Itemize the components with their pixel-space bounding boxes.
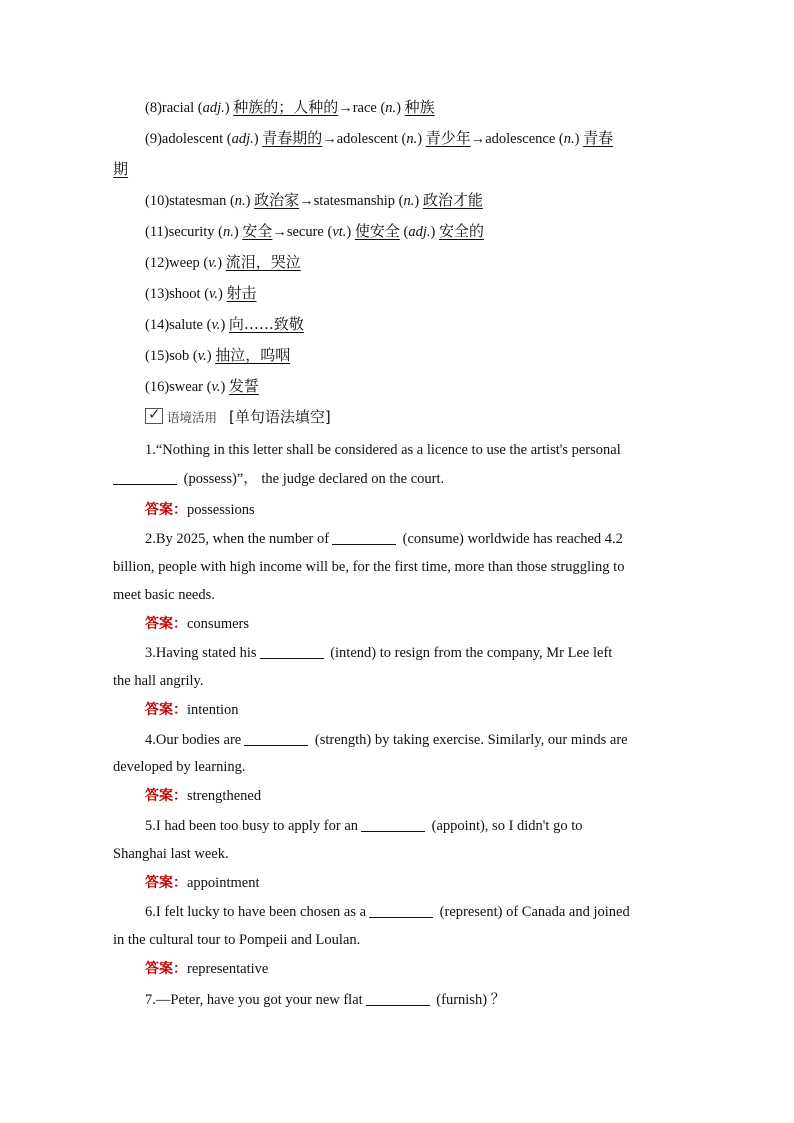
vocab-item-10: (10)statesman (n.) 政治家→statesmanship (n.) 政治才能 xyxy=(145,191,483,209)
section-title: [单句语法填空] xyxy=(229,408,331,426)
fill-blank xyxy=(361,817,425,832)
section-header xyxy=(145,407,331,428)
answer-underline: 使安全 xyxy=(354,222,400,240)
section-tag: 语境活用 xyxy=(167,410,218,425)
question-6-line-1: 6.I felt lucky to have been chosen as a (represent) of Canada and joined xyxy=(145,904,630,920)
question-1-line-1: 1.“Nothing in this letter shall be considered as a licence to use the artist's personal xyxy=(145,442,621,458)
question-4-line-1: 4.Our bodies are (strength) by taking exercise. Similarly, our minds are xyxy=(145,732,628,748)
question-7-line-1: 7.—Peter, have you got your new flat (furnish) ？ xyxy=(145,992,506,1008)
answer-underline: 流泪，哭泣 xyxy=(225,253,301,271)
answer-6: 答案：representative xyxy=(145,961,269,977)
vocab-item-12: (12)weep (v.) 流泪，哭泣 xyxy=(145,253,301,271)
vocab-item-8: (8)racial (adj.) 种族的；人种的→race (n.) 种族 xyxy=(145,98,435,116)
vocab-item-14: (14)salute (v.) 向……致敬 xyxy=(145,315,304,333)
question-4-line-2: developed by learning. xyxy=(113,759,246,775)
answer-underline: 种族的；人种的 xyxy=(233,98,339,116)
answer-underline: 射击 xyxy=(226,284,257,302)
answer-underline: 政治家 xyxy=(254,191,300,209)
answer-4: 答案：strengthened xyxy=(145,788,262,804)
vocab-item-11: (11)security (n.) 安全→secure (vt.) 使安全 (adj.) 安全的 xyxy=(145,222,485,240)
answer-underline: 向……致敬 xyxy=(228,315,304,333)
answer-underline: 青春 xyxy=(583,129,614,147)
answer-underline: 安全的 xyxy=(439,222,485,240)
question-2-line-3: meet basic needs. xyxy=(113,587,215,603)
question-5-line-1: 5.I had been too busy to apply for an (appoint), so I didn't go to xyxy=(145,818,583,834)
question-1-line-2: (possess)”， the judge declared on the court. xyxy=(113,469,444,489)
fill-blank xyxy=(260,644,324,659)
fill-blank xyxy=(113,470,177,485)
answer-underline: 期 xyxy=(113,160,129,178)
question-2-line-2: billion, people with high income will be, for the first time, more than those struggling to xyxy=(113,559,625,575)
answer-underline: 种族 xyxy=(404,98,435,116)
fill-blank xyxy=(369,903,433,918)
answer-underline: 青少年 xyxy=(425,129,471,147)
answer-1: 答案：possessions xyxy=(145,502,255,518)
vocab-item-15: (15)sob (v.) 抽泣，呜咽 xyxy=(145,346,291,364)
vocab-item-9-cont xyxy=(113,159,128,180)
vocab-item-16: (16)swear (v.) 发誓 xyxy=(145,377,259,395)
question-2-line-1: 2.By 2025, when the number of (consume) worldwide has reached 4.2 xyxy=(145,531,623,547)
answer-underline: 发誓 xyxy=(228,377,259,395)
question-3-line-1: 3.Having stated his (intend) to resign from the company, Mr Lee left xyxy=(145,645,613,661)
vocab-item-9: (9)adolescent (adj.) 青春期的→adolescent (n.) 青少年→adolescence (n.) 青春 xyxy=(145,129,614,147)
question-6-line-2: in the cultural tour to Pompeii and Loulan. xyxy=(113,932,361,948)
answer-2: 答案：consumers xyxy=(145,616,250,632)
answer-underline: 抽泣，呜咽 xyxy=(215,346,291,364)
fill-blank xyxy=(366,991,430,1006)
fill-blank xyxy=(244,731,308,746)
answer-3: 答案：intention xyxy=(145,702,239,718)
answer-underline: 青春期的 xyxy=(262,129,323,147)
question-3-line-2: the hall angrily. xyxy=(113,673,204,689)
answer-underline: 政治才能 xyxy=(422,191,483,209)
fill-blank xyxy=(332,530,396,545)
vocab-item-13: (13)shoot (v.) 射击 xyxy=(145,284,257,302)
answer-underline: 安全 xyxy=(242,222,273,240)
question-5-line-2: Shanghai last week. xyxy=(113,846,229,862)
checkmark-icon xyxy=(145,408,163,424)
answer-5: 答案：appointment xyxy=(145,875,260,891)
